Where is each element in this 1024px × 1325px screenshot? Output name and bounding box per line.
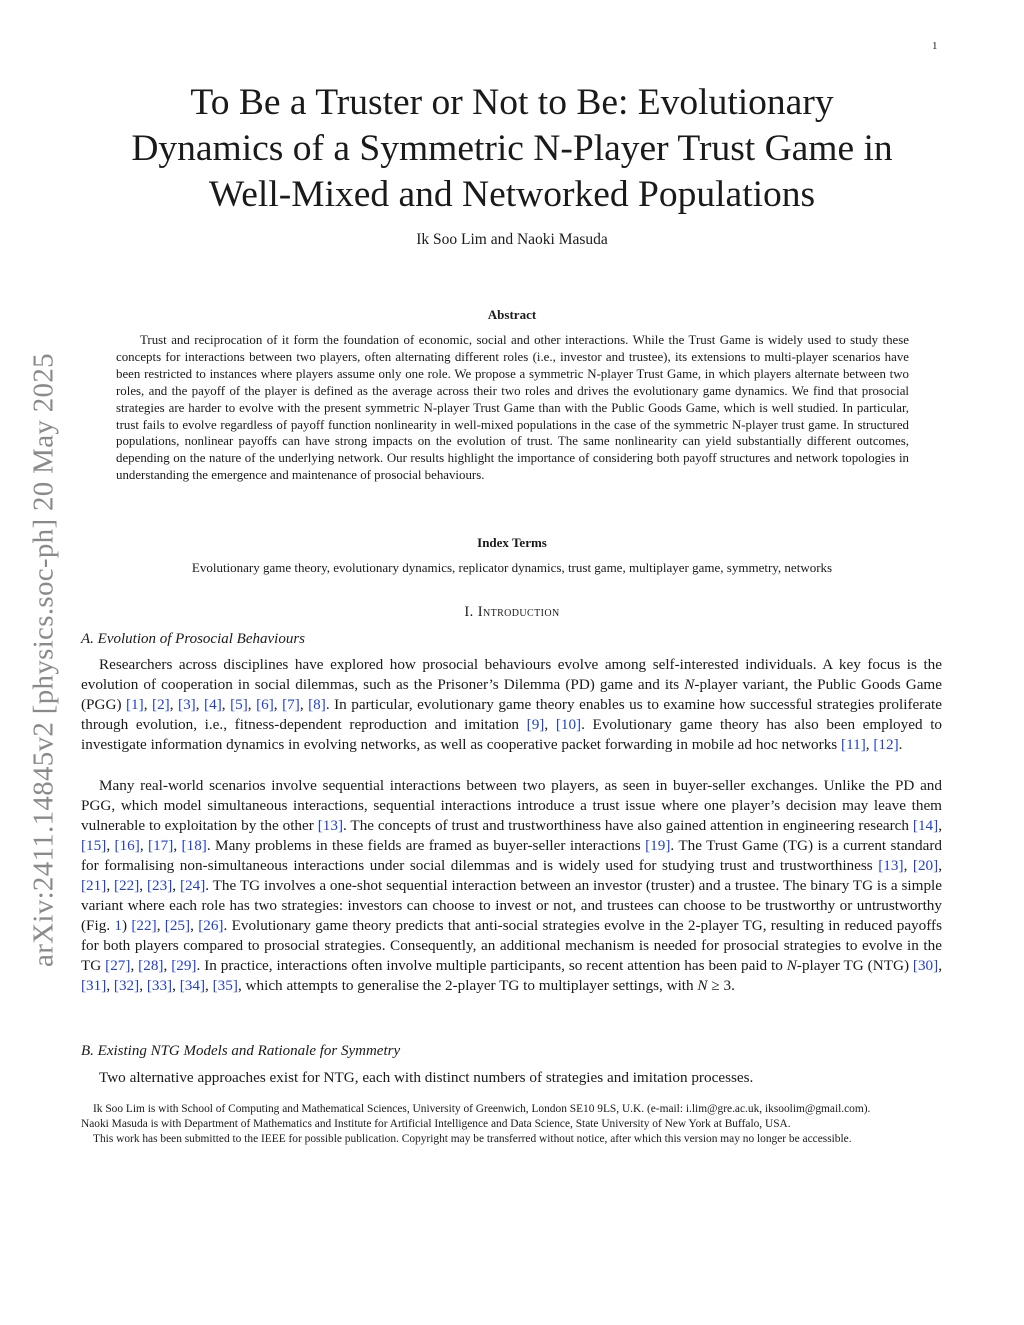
citation-link[interactable]: [12] xyxy=(873,736,899,753)
citation-link[interactable]: [6] xyxy=(256,696,274,713)
paragraph-prosocial-evolution xyxy=(81,655,942,755)
citation-link[interactable]: [22] xyxy=(113,877,140,894)
math-n: N xyxy=(684,676,695,693)
citation-link[interactable]: [24] xyxy=(179,877,206,894)
separator: , xyxy=(299,696,309,713)
separator: , xyxy=(205,977,213,994)
text-run: . The TG involves a one-shot sequential interaction between an investor (truster) and a trustee. The binary TG is a simple variant where each role has two strategies: investors can choose to invest or not, and trustees can choose to be trustworthy or untrustworthy (Fig. xyxy=(81,877,943,934)
separator: , xyxy=(173,837,182,854)
paragraph-existing-ntg-models: Two alternative approaches exist for NTG, each with distinct numbers of strategies and imitation processes. xyxy=(99,1069,754,1086)
citation-link[interactable]: [5] xyxy=(230,696,248,713)
citation-link[interactable]: [23] xyxy=(146,877,173,894)
page-number: 1 xyxy=(932,40,938,52)
paragraph-sequential-interactions xyxy=(81,776,942,996)
index-terms-body: Evolutionary game theory, evolutionary dynamics, replicator dynamics, trust game, multiplayer game, symmetry, networks xyxy=(191,560,833,575)
subsection-heading-b: B. Existing NTG Models and Rationale for Symmetry xyxy=(81,1043,401,1059)
citation-link[interactable]: [18] xyxy=(181,837,207,854)
abstract-body: Trust and reciprocation of it form the foundation of economic, social and other interactions. While the Trust Game is widely used to study these concepts for interactions between two players, often alternating different roles (i.e., investor and trustee), its extensions to multi-player scenarios have been restricted to instances where players assume only one role. We propose a symmetric N-player Trust Game, in which players alternate between two roles, and the payoff of the player is defined as the average across their two roles and drives the evolutionary game dynamics. We find that prosocial strategies are harder to evolve with the present symmetric N-player Trust Game than with the Public Goods Game, which is well studied. In particular, trust fails to evolve regardless of payoff function nonlinearity in well-mixed populations in the case of the symmetric N-player trust game. In structured populations, nonlinear payoffs can have strong impacts on the evolution of trust. The same nonlinearity can yield substantially different outcomes, depending on the nature of the underlying network. Our results highlight the importance of considering both payoff structures and network topologies in understanding the emergence and maintenance of prosocial behaviours. xyxy=(116,333,909,483)
subsection-heading-a: A. Evolution of Prosocial Behaviours xyxy=(81,631,305,647)
citation-link[interactable]: [28] xyxy=(138,957,164,974)
separator: , xyxy=(903,857,913,874)
citation-link[interactable]: [14] xyxy=(912,817,939,834)
citation-link[interactable]: [35] xyxy=(212,977,238,994)
citation-link[interactable]: [34] xyxy=(179,977,206,994)
separator: , xyxy=(139,977,147,994)
arxiv-identifier-stamp: arXiv:2411.14845v2 [physics.soc-ph] 20 May 2025 xyxy=(27,353,60,967)
separator: , xyxy=(163,957,172,974)
title-line-3: Well-Mixed and Networked Populations xyxy=(208,174,816,215)
citation-link[interactable]: [20] xyxy=(912,857,939,874)
text-run: Researchers across disciplines have explored how prosocial behaviours evolve among self-interested individuals. A key focus is the evolution of cooperation in social dilemmas, such as the Prisoner’s Dilemma (PD) game and its xyxy=(81,656,942,693)
footnote-ieee-notice: This work has been submitted to the IEEE for possible publication. Copyright may be transferred without notice, after which this version may no longer be accessible. xyxy=(93,1133,852,1146)
text-run: . Many problems in these fields are framed as buyer-seller interactions xyxy=(206,837,646,854)
citation-link[interactable]: [13] xyxy=(878,857,904,874)
abstract-heading: Abstract xyxy=(487,307,537,322)
citation-link[interactable]: [31] xyxy=(81,977,107,994)
text-run: . xyxy=(898,736,903,753)
citation-link[interactable]: [21] xyxy=(81,877,107,894)
citation-link[interactable]: [33] xyxy=(146,977,173,994)
text-run: . The concepts of trust and trustworthiness have also gained attention in engineering research xyxy=(343,817,913,834)
title-line-1: To Be a Truster or Not to Be: Evolutionary xyxy=(190,82,834,123)
section-numeral: I. xyxy=(464,604,474,620)
separator: , xyxy=(247,696,257,713)
citation-link[interactable]: [4] xyxy=(204,696,222,713)
separator: , xyxy=(865,736,874,753)
separator: , xyxy=(106,877,114,894)
citation-link[interactable]: [1] xyxy=(126,696,144,713)
text-run: -player TG (NTG) xyxy=(796,957,913,974)
text-run: . Evolutionary game theory predicts that anti-social strategies evolve in the 2-player TG, resulting in reduced payoffs for both players compared to prosocial strategies. Consequently, an additional mechanism is needed for prosocial strategies to evolve in the TG xyxy=(81,917,942,974)
title-line-2: Dynamics of a Symmetric N-Player Trust Game in xyxy=(131,128,893,169)
text-run: , which attempts to generalise the 2-player TG to multiplayer settings, with xyxy=(237,977,698,994)
author-list: Ik Soo Lim and Naoki Masuda xyxy=(416,231,608,248)
text-run: -player variant, the Public Goods Game (PGG) xyxy=(81,676,942,713)
separator: , xyxy=(130,957,139,974)
citation-link[interactable]: [10] xyxy=(555,716,582,733)
figure-reference-link[interactable]: 1 xyxy=(114,917,123,934)
citation-link[interactable]: [25] xyxy=(164,917,191,934)
separator: , xyxy=(273,696,283,713)
separator: , xyxy=(938,817,943,834)
citation-link[interactable]: [19] xyxy=(645,837,671,854)
citation-link[interactable]: [9] xyxy=(526,716,545,733)
citation-link[interactable]: [27] xyxy=(105,957,131,974)
citation-link[interactable]: [13] xyxy=(317,817,344,834)
citation-link[interactable]: [15] xyxy=(81,837,107,854)
citation-link[interactable]: [7] xyxy=(282,696,300,713)
text-run: . The Trust Game (TG) is a current standard for formalising non-simultaneous interactions under social dilemmas and is widely used for studying trust and trustworthiness xyxy=(81,837,942,874)
citation-link[interactable]: [29] xyxy=(171,957,197,974)
citation-link[interactable]: [8] xyxy=(308,696,326,713)
separator: , xyxy=(106,837,115,854)
citation-link[interactable]: [22] xyxy=(131,917,157,934)
section-title-rest: ntroduction xyxy=(482,604,560,620)
separator: , xyxy=(172,977,180,994)
footnote-author-masuda: Naoki Masuda is with Department of Mathematics and Institute for Artificial Intelligence and Data Science, State University of New York at Buffalo, USA. xyxy=(81,1118,791,1131)
math-n: N xyxy=(786,957,797,974)
separator: , xyxy=(938,857,943,874)
text-run: ≥ 3. xyxy=(707,977,735,994)
separator: , xyxy=(544,716,556,733)
text-run: . In practice, interactions often involve multiple participants, so recent attention has been paid to xyxy=(196,957,787,974)
separator: , xyxy=(172,877,180,894)
separator: , xyxy=(143,696,153,713)
section-title-initial: I xyxy=(477,604,483,620)
separator: , xyxy=(195,696,205,713)
separator: , xyxy=(938,957,943,974)
footnote-author-lim: Ik Soo Lim is with School of Computing and Mathematical Sciences, University of Greenwich, London SE10 9LS, U.K. (e-mail: i.lim@gre.ac.uk, iksoolim@gmail.com). xyxy=(93,1103,871,1115)
separator: , xyxy=(190,917,199,934)
separator: , xyxy=(156,917,165,934)
citation-link[interactable]: [3] xyxy=(178,696,196,713)
math-n: N xyxy=(697,977,708,994)
citation-link[interactable]: [16] xyxy=(114,837,140,854)
section-heading-introduction xyxy=(80,604,944,621)
separator: , xyxy=(221,696,231,713)
citation-link[interactable]: [30] xyxy=(912,957,939,974)
index-terms-heading: Index Terms xyxy=(477,535,547,550)
separator: , xyxy=(106,977,114,994)
text-run: . Evolutionary game theory has also been employed to investigate information dynamics in evolving networks, as well as cooperative packet forwarding in mobile ad hoc networks xyxy=(81,716,943,753)
separator: , xyxy=(169,696,179,713)
text-run: ) xyxy=(122,917,132,934)
text-run: . In particular, evolutionary game theory enables us to examine how successful strategies proliferate through evolution, i.e., fitness-dependent reproduction and imitation xyxy=(81,696,943,733)
separator: , xyxy=(139,877,147,894)
separator: , xyxy=(139,837,149,854)
footnotes xyxy=(81,1102,942,1148)
citation-link[interactable]: [2] xyxy=(152,696,170,713)
citation-link[interactable]: [11] xyxy=(841,736,866,753)
citation-link[interactable]: [17] xyxy=(148,837,174,854)
paper-title xyxy=(80,80,944,218)
text-run: Many real-world scenarios involve sequential interactions between two players, as seen in buyer-seller exchanges. Unlike the PD and PGG, which model simultaneous interactions, sequential interactions introduce a trust issue where one player’s decision may leave them vulnerable to exploitation by the other xyxy=(81,777,942,834)
citation-link[interactable]: [32] xyxy=(113,977,140,994)
citation-link[interactable]: [26] xyxy=(198,917,224,934)
